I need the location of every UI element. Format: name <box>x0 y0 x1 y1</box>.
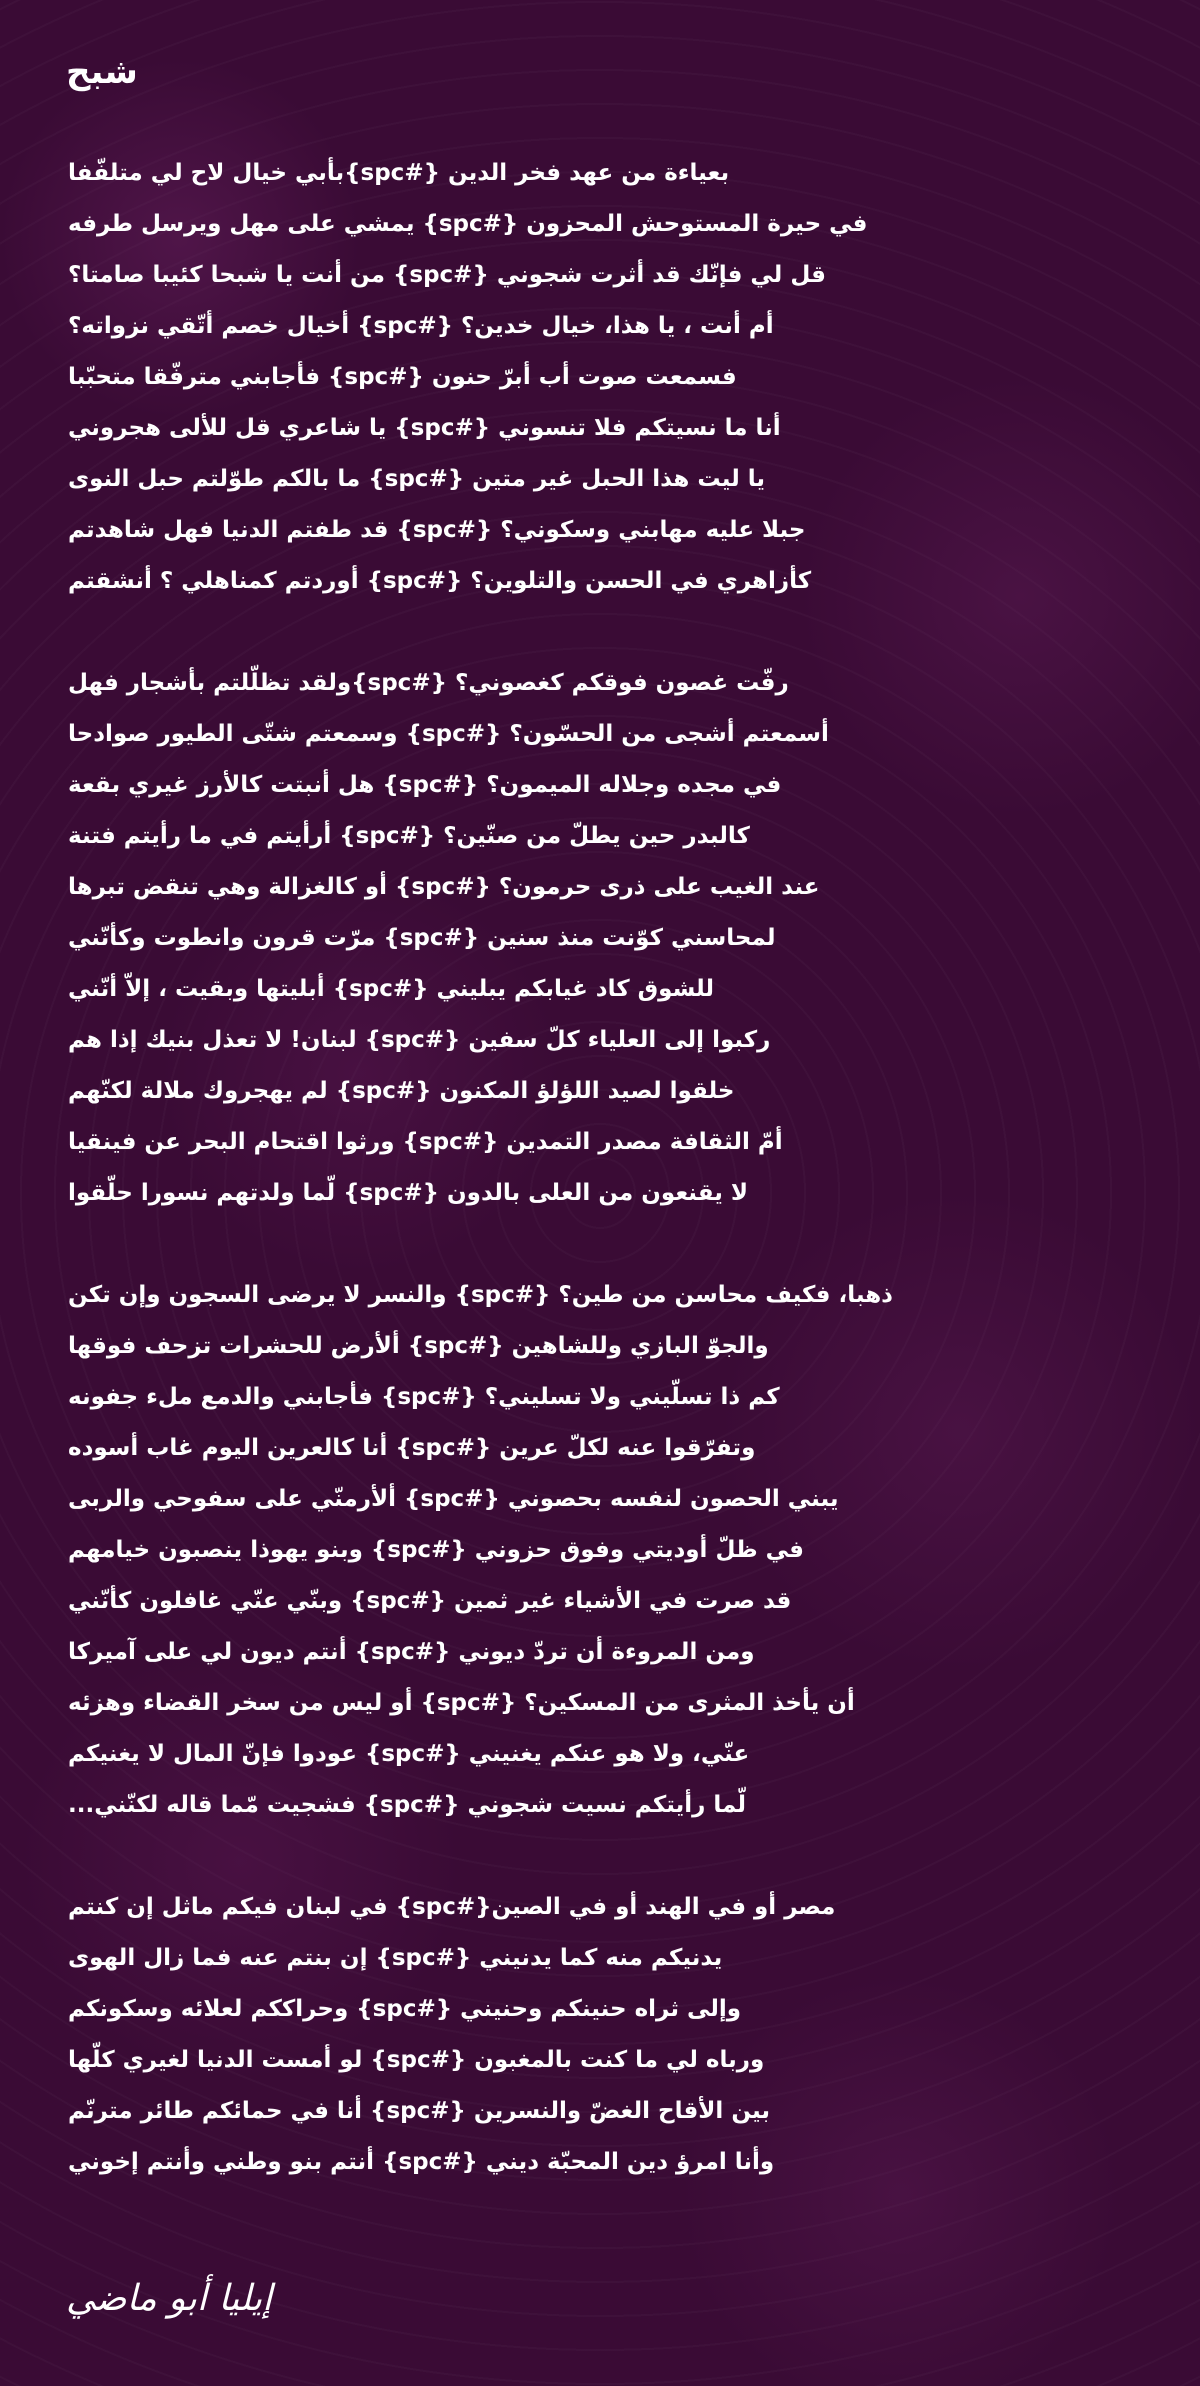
stanza-3 <box>68 1270 1128 1831</box>
verse-line: بين الأقاح الغضّ والنسرين {#spc} أنا في حمائكم طائر مترنّم <box>68 2098 771 2124</box>
verse-line: جبلا عليه مهابني وسكوني؟ {#spc} قد طفتم الدنيا فهل شاهدتم <box>68 517 806 543</box>
stanza-4 <box>68 1882 1128 2188</box>
verse-line: قد صرت في الأشياء غير ثمين {#spc} وبنّي عنّي غافلون كأنّني <box>68 1588 792 1614</box>
verse-line: في حيرة المستوحش المحزون {#spc} يمشي على مهل ويرسل طرفه <box>68 211 868 237</box>
verse-line: كم ذا تسلّيني ولا تسليني؟ {#spc} فأجابني والدمع ملء جفونه <box>68 1384 780 1410</box>
verse-line: وتفرّقوا عنه لكلّ عرين {#spc} أنا كالعرين اليوم غاب أسوده <box>68 1435 756 1461</box>
verse-line: رفّت غصون فوقكم كغصوني؟ {#spc}ولقد تظلّلتم بأشجار فهل <box>68 670 789 696</box>
verse-line: خلقوا لصيد اللؤلؤ المكنون {#spc} لم يهجروك ملالة لكنّهم <box>68 1078 735 1104</box>
verse-line: بعياءة من عهد فخر الدين {#spc}بأبي خيال لاح لي متلفّفا <box>68 160 730 186</box>
verse-line: يدنيكم منه كما يدنيني {#spc} إن بنتم عنه فما زال الهوى <box>68 1945 723 1971</box>
poem-title: شبح <box>66 52 138 92</box>
verse-line: لا يقنعون من العلى بالدون {#spc} لّما ولدتهم نسورا حلّقوا <box>68 1180 749 1206</box>
verse-line: يبني الحصون لنفسه بحصوني {#spc} ألأرمنّي على سفوحي والربى <box>68 1486 839 1512</box>
verse-line: أمّ الثقافة مصدر التمدين {#spc} ورثوا اقتحام البحر عن فينقيا <box>68 1129 783 1155</box>
poem-author: إيليا أبو ماضي <box>66 2278 273 2319</box>
verse-line: ومن المروءة أن تردّ ديوني {#spc} أنتم ديون لي على آميركا <box>68 1639 755 1665</box>
verse-line: قل لي فإنّك قد أثرت شجوني {#spc} من أنت يا شبحا كئيبا صامتا؟ <box>68 262 826 288</box>
verse-line: للشوق كاد غيابكم يبليني {#spc} أبليتها وبقيت ، إلاّ أنّني <box>68 976 715 1002</box>
verse-line: في ظلّ أوديتي وفوق حزوني {#spc} وبنو يهوذا ينصبون خيامهم <box>68 1537 804 1563</box>
verse-line: ركبوا إلى العلياء كلّ سفين {#spc} لبنان! لا تعذل بنيك إذا هم <box>68 1027 771 1053</box>
verse-line: لمحاسني كوّنت منذ سنين {#spc} مرّت قرون وانطوت وكأنّني <box>68 925 776 951</box>
poem-body <box>68 148 1128 2188</box>
verse-line: والجوّ البازي وللشاهين {#spc} ألأرض للحشرات تزحف فوقها <box>68 1333 769 1359</box>
verse-line: وإلى ثراه حنينكم وحنيني {#spc} وحراككم لعلائه وسكونكم <box>68 1996 742 2022</box>
stanza-1 <box>68 148 1128 607</box>
verse-line: كأزاهري في الحسن والتلوين؟ {#spc} أوردتم كمناهلي ؟ أنشقتم <box>68 568 812 594</box>
verse-line: أنا ما نسيتكم فلا تنسوني {#spc} يا شاعري قل للألى هجروني <box>68 415 781 441</box>
verse-line: وأنا امرؤ دين المحبّة ديني {#spc} أنتم بنو وطني وأنتم إخوني <box>68 2149 775 2175</box>
verse-line: في مجده وجلاله الميمون؟ {#spc} هل أنبتت كالأرز غيري بقعة <box>68 772 782 798</box>
verse-line: أم أنت ، يا هذا، خيال خدين؟ {#spc} أخيال خصم أتّقي نزواته؟ <box>68 313 774 339</box>
verse-line: لّما رأيتكم نسيت شجوني {#spc} فشجيت مّما قاله لكنّني... <box>68 1792 747 1818</box>
verse-line: ذهبا، فكيف محاسن من طين؟ {#spc} والنسر لا يرضى السجون وإن تكن <box>68 1282 893 1308</box>
stanza-2 <box>68 658 1128 1219</box>
verse-line: عنّي، ولا هو عنكم يغنيني {#spc} عودوا فإنّ المال لا يغنيكم <box>68 1741 750 1767</box>
verse-line: كالبدر حين يطلّ من صنّين؟ {#spc} أرأيتم في ما رأيتم فتنة <box>68 823 750 849</box>
verse-line: يا ليت هذا الحبل غير متين {#spc} ما بالكم طوّلتم حبل النوى <box>68 466 766 492</box>
verse-line: مصر أو في الهند أو في الصين{#spc} في لبنان فيكم ماثل إن كنتم <box>68 1894 836 1920</box>
verse-line: فسمعت صوت أب أبرّ حنون {#spc} فأجابني مترفّقا متحبّبا <box>68 364 737 390</box>
verse-line: عند الغيب على ذرى حرمون؟ {#spc} أو كالغزالة وهي تنقض تبرها <box>68 874 820 900</box>
verse-line: أسمعتم أشجى من الحسّون؟ {#spc} وسمعتم شتّى الطيور صوادحا <box>68 721 829 747</box>
verse-line: ورباه لي ما كنت بالمغبون {#spc} لو أمست الدنيا لغيري كلّها <box>68 2047 765 2073</box>
verse-line: أن يأخذ المثرى من المسكين؟ {#spc} أو ليس من سخر القضاء وهزئه <box>68 1690 855 1716</box>
